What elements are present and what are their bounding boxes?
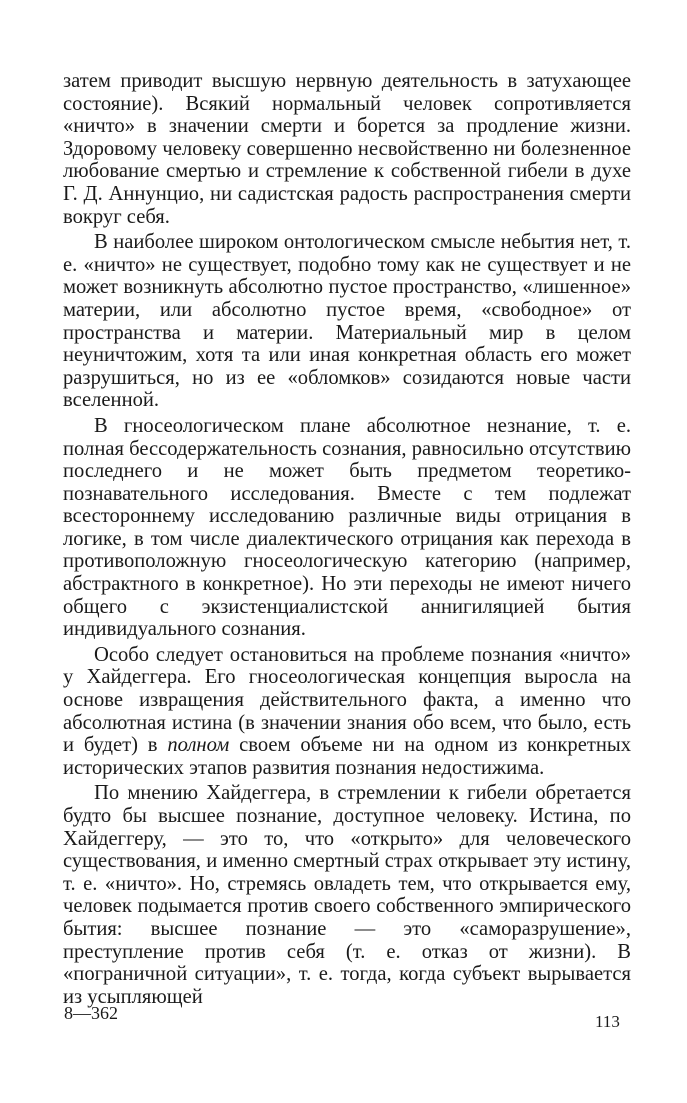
paragraph-4-text-after: своем объеме ни на одном из конкретных исторических этапов развития познания недостижима. bbox=[63, 734, 632, 779]
paragraph-2: В наиболее широком онтологическом смысле небытия нет, т. е. «ничто» не существует, подобно тому как не существует и не может возникнуть абсолютно пустое пространство, «лишенное» материи, или абсолютно пустое время, «свободное» от пространства и материи. Материальный мир в целом неуничтожим, хотя та или иная конкретная область его может разрушиться, но из ее «обломков» созидаются новые части вселенной. bbox=[63, 231, 631, 412]
paragraph-4-italic-word: полном bbox=[167, 734, 230, 757]
body-text bbox=[63, 70, 631, 1011]
paragraph-1: затем приводит высшую нервную деятельность в затухающее состояние). Всякий нормальный человек сопротивляется «ничто» в значении смерти и борется за продление жизни. Здоровому человеку совершенно несвойственно ни болезненное любование смертью и стремление к собственной гибели в духе Г. Д. Аннунцио, ни садистская радость распространения смерти вокруг себя. bbox=[63, 70, 631, 228]
paragraph-3: В гносеологическом плане абсолютное незнание, т. е. полная бессодержательность сознания, равносильно отсутствию последнего и не может быть предметом теоретико-познавательного исследования. Вместе с тем подлежат всестороннему исследованию различные виды отрицания в логике, в том числе диалектического отрицания как перехода в противоположную гносеологическую категорию (например, абстрактного в конкретное). Но эти переходы не имеют ничего общего с экзистенциалистской аннигиляцией бытия индивидуального сознания. bbox=[63, 414, 631, 641]
page-number: 113 bbox=[595, 1012, 620, 1031]
paragraph-5: По мнению Хайдеггера, в стремлении к гибели обретается будто бы высшее познание, доступное человеку. Истина, по Хайдеггеру, — это то, что «открыто» для человеческого существования, и именно смертный страх открывает эту истину, т. е. «ничто». Но, стремясь овладеть тем, что открывается ему, человек подымается против своего собственного эмпирического бытия: высшее познание — это «саморазрушение», преступление против себя (т. е. отказ от жизни). В «пограничной ситуации», т. е. тогда, когда субъект вырывается из усыпляющей bbox=[63, 782, 631, 1008]
paragraph-4-text-before: Особо следует остановиться на проблеме познания «ничто» у Хайдеггера. Его гносеологическая концепция выросла на основе извращения действительного факта, а именно что абсолютная истина (в значении знания обо всем, что было, есть и будет) в bbox=[63, 643, 631, 757]
paragraph-4 bbox=[63, 644, 631, 780]
printer-signature-mark: 8—362 bbox=[64, 1003, 118, 1023]
